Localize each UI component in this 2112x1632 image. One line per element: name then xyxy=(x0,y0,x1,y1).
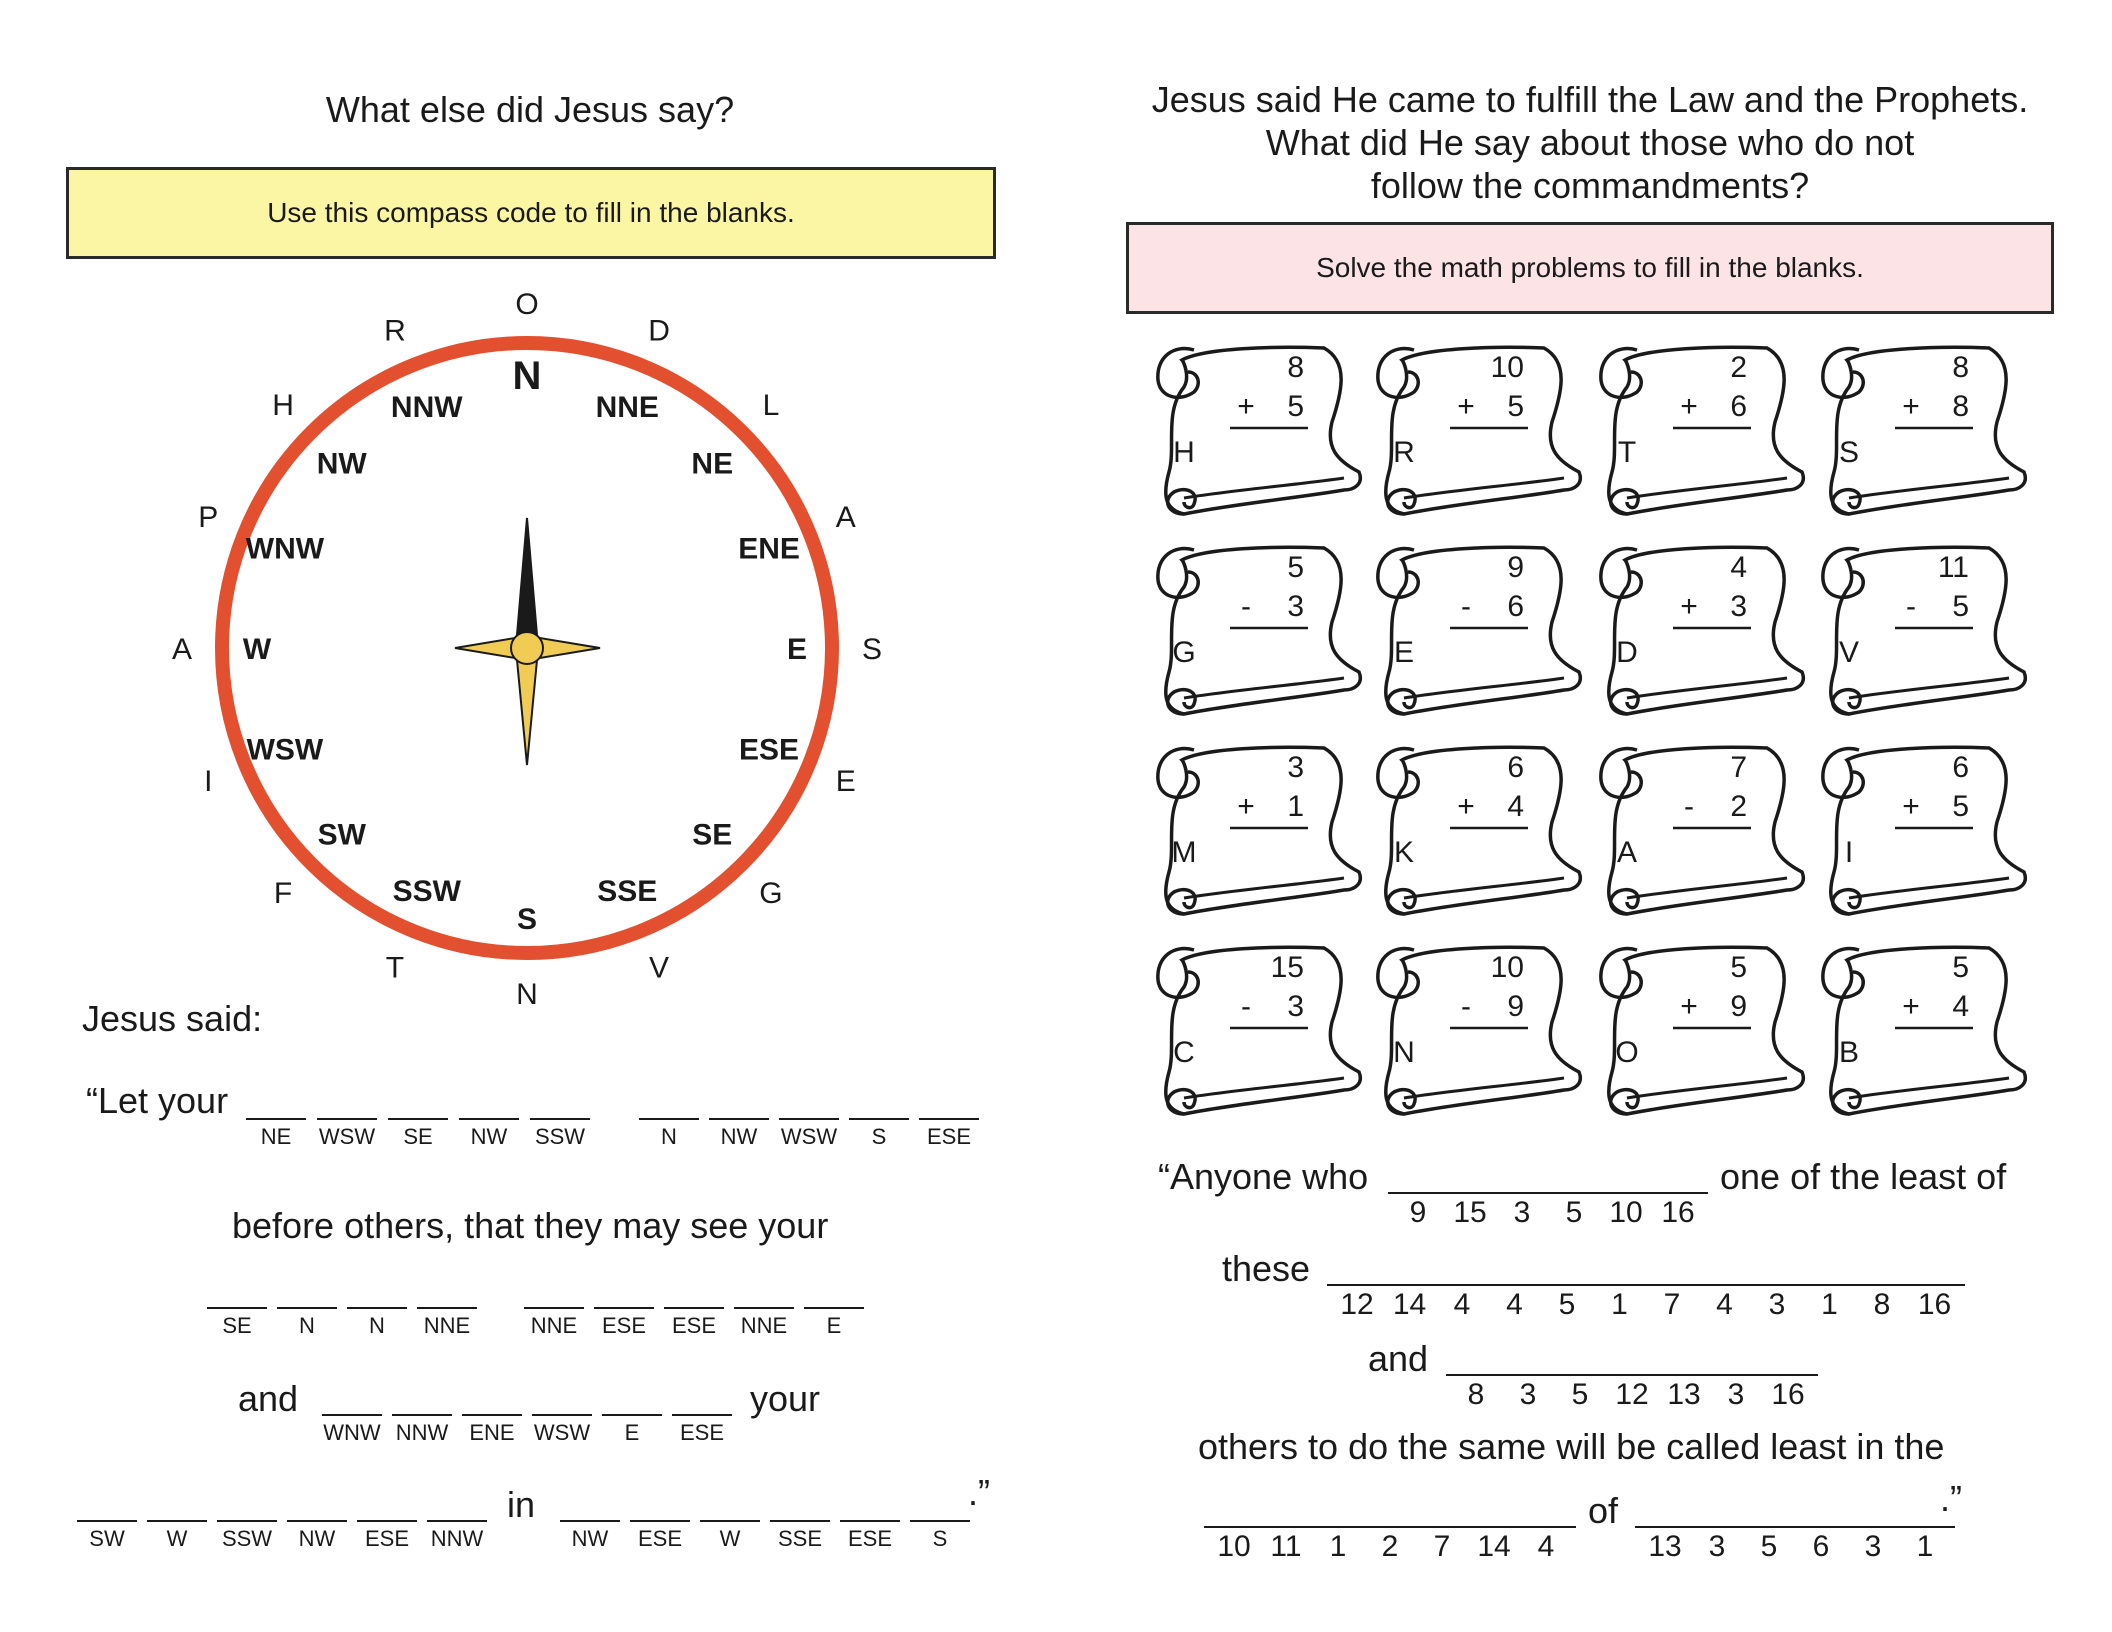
scroll-letter: C xyxy=(1173,1036,1195,1069)
right-line1-blank[interactable] xyxy=(1492,1192,1552,1194)
scroll-bottom-number: 5 xyxy=(1507,390,1524,423)
right-line2-blank[interactable] xyxy=(1327,1284,1387,1286)
right-line3-blank[interactable] xyxy=(1706,1374,1766,1376)
left-line5b-blank[interactable] xyxy=(910,1520,970,1522)
right-line1-code: 5 xyxy=(1565,1196,1583,1229)
right-line5-blank[interactable] xyxy=(1516,1526,1576,1528)
compass-diagram xyxy=(0,0,1060,1010)
right-line2-code: 1 xyxy=(1611,1288,1628,1321)
right-line5-mid: of xyxy=(1588,1490,1619,1531)
left-line3b-code: ESE xyxy=(671,1313,717,1338)
left-line1-blank[interactable] xyxy=(317,1118,377,1120)
left-line4-blank[interactable] xyxy=(322,1414,382,1416)
left-line4-suffix: your xyxy=(750,1378,821,1419)
right-line5-blank[interactable] xyxy=(1464,1526,1524,1528)
scroll-h xyxy=(1158,347,1360,514)
left-line1-prefix: “Let your xyxy=(86,1080,229,1121)
right-line5b-blank[interactable] xyxy=(1895,1526,1955,1528)
right-line3-blank[interactable] xyxy=(1446,1374,1506,1376)
left-line4-code: ESE xyxy=(679,1420,725,1445)
scroll-r xyxy=(1378,347,1580,514)
compass-direction-e: E xyxy=(786,633,808,666)
compass-direction-n: N xyxy=(512,354,542,398)
scroll-bottom-number: 5 xyxy=(1952,790,1969,823)
left-line1-code: WSW xyxy=(318,1124,376,1149)
left-line2-text: before others, that they may see your xyxy=(232,1205,829,1246)
scroll-letter: R xyxy=(1393,436,1415,469)
scroll-letter: H xyxy=(1173,436,1195,469)
scroll-m xyxy=(1158,747,1360,914)
right-line2-blank[interactable] xyxy=(1905,1284,1965,1286)
compass-direction-nw: NW xyxy=(316,447,367,481)
scroll-letter: N xyxy=(1393,1036,1415,1069)
left-line1b-blank[interactable] xyxy=(919,1118,979,1120)
right-line2-code: 8 xyxy=(1873,1288,1891,1321)
compass-letter-nw: H xyxy=(272,389,294,423)
right-line5b-blank[interactable] xyxy=(1843,1526,1903,1528)
right-line2-code: 4 xyxy=(1453,1288,1471,1321)
compass-direction-sw: SW xyxy=(317,818,366,852)
left-line1-code: NW xyxy=(470,1124,508,1149)
scroll-operator: - xyxy=(1684,790,1694,823)
left-line5b-blank[interactable] xyxy=(840,1520,900,1522)
scroll-bottom-number: 4 xyxy=(1952,990,1969,1023)
math-instruction: Solve the math problems to fill in the blanks. xyxy=(1316,252,1864,283)
left-line4-code: ENE xyxy=(469,1420,515,1445)
right-line3-code: 8 xyxy=(1467,1378,1485,1411)
scroll-operator: - xyxy=(1241,590,1251,623)
left-line5-code: W xyxy=(166,1526,188,1551)
left-line4-code: WNW xyxy=(323,1420,381,1445)
left-line1b-code: ESE xyxy=(926,1124,972,1149)
scroll-bottom-number: 2 xyxy=(1730,790,1747,823)
left-line4-prefix: and xyxy=(238,1378,299,1419)
left-line5-blank[interactable] xyxy=(217,1520,277,1522)
right-line2-blank[interactable] xyxy=(1590,1284,1650,1286)
compass-direction-nnw: NNW xyxy=(390,390,463,424)
left-line3-blank[interactable] xyxy=(277,1307,337,1309)
compass-letter-e: S xyxy=(861,633,883,666)
scroll-bottom-number: 5 xyxy=(1952,590,1969,623)
right-line2-prefix: these xyxy=(1222,1248,1311,1289)
compass-letter-nne: D xyxy=(648,314,670,348)
left-line5-code: ESE xyxy=(364,1526,410,1551)
compass-letter-ese: E xyxy=(835,765,856,799)
scroll-d xyxy=(1601,547,1803,714)
right-line2-code: 3 xyxy=(1768,1288,1786,1321)
left-line1b-code: WSW xyxy=(780,1124,838,1149)
right-line2-code: 4 xyxy=(1716,1288,1733,1321)
right-line5b-code: 1 xyxy=(1916,1530,1934,1563)
scroll-c xyxy=(1158,947,1360,1114)
left-line1-blank[interactable] xyxy=(388,1118,448,1120)
scroll-top-number: 5 xyxy=(1287,551,1304,584)
left-line3b-blank[interactable] xyxy=(734,1307,794,1309)
left-line3b-blank[interactable] xyxy=(594,1307,654,1309)
left-line1b-blank[interactable] xyxy=(849,1118,909,1120)
right-line5-code: 14 xyxy=(1477,1530,1511,1563)
jesus-said-label: Jesus said: xyxy=(82,998,263,1039)
scroll-g xyxy=(1158,547,1360,714)
right-line1-code: 15 xyxy=(1453,1196,1487,1229)
right-line2-blank[interactable] xyxy=(1537,1284,1597,1286)
scroll-operator: - xyxy=(1906,590,1916,623)
right-line1-prefix: “Anyone who xyxy=(1158,1156,1369,1197)
right-line2-code: 12 xyxy=(1340,1288,1374,1321)
left-line4-code: NNW xyxy=(395,1420,449,1445)
compass-direction-wnw: WNW xyxy=(245,532,325,566)
scroll-letter: M xyxy=(1171,836,1197,869)
left-line1b-blank[interactable] xyxy=(709,1118,769,1120)
right-line1-blank[interactable] xyxy=(1596,1192,1656,1194)
compass-letter-ene: A xyxy=(835,500,856,534)
scroll-operator: + xyxy=(1902,390,1920,423)
scroll-letter: D xyxy=(1616,636,1638,669)
math-instruction-box xyxy=(1126,222,2054,314)
left-line5-blank[interactable] xyxy=(427,1520,487,1522)
left-line5b-blank[interactable] xyxy=(700,1520,760,1522)
left-line5b-blank[interactable] xyxy=(630,1520,690,1522)
left-line3-blank[interactable] xyxy=(417,1307,477,1309)
scroll-bottom-number: 3 xyxy=(1287,590,1304,623)
left-line4-blank[interactable] xyxy=(392,1414,452,1416)
left-line5-blank[interactable] xyxy=(357,1520,417,1522)
scroll-a xyxy=(1601,747,1803,914)
left-line1b-code: NW xyxy=(720,1124,758,1149)
scroll-bottom-number: 3 xyxy=(1730,590,1747,623)
left-line5b-blank[interactable] xyxy=(770,1520,830,1522)
compass-direction-sse: SSE xyxy=(597,875,658,909)
scroll-n xyxy=(1378,947,1580,1114)
scroll-top-number: 11 xyxy=(1937,551,1969,584)
left-line3-blank[interactable] xyxy=(207,1307,267,1309)
left-line3-blank[interactable] xyxy=(347,1307,407,1309)
right-line5b-blank[interactable] xyxy=(1791,1526,1851,1528)
right-line3-code: 13 xyxy=(1667,1378,1701,1411)
left-line3b-code: NNE xyxy=(740,1313,788,1338)
right-line5-blank[interactable] xyxy=(1256,1526,1316,1528)
left-line5-end: .” xyxy=(968,1472,990,1513)
right-line1-code: 9 xyxy=(1409,1196,1427,1229)
left-line5b-code: ESE xyxy=(847,1526,893,1551)
scroll-operator: + xyxy=(1680,390,1698,423)
left-line5-code: SSW xyxy=(221,1526,273,1551)
compass-hub xyxy=(511,632,543,664)
right-line5b-blank[interactable] xyxy=(1687,1526,1747,1528)
compass-letter-wnw: P xyxy=(198,500,219,534)
scroll-bottom-number: 6 xyxy=(1507,590,1524,623)
compass-letter-w: A xyxy=(171,633,193,666)
right-line2-code: 14 xyxy=(1392,1288,1427,1321)
right-line5b-code: 5 xyxy=(1760,1530,1778,1563)
compass-letter-se: G xyxy=(759,876,783,910)
scroll-grid xyxy=(1130,320,2030,1130)
right-line2-code: 4 xyxy=(1506,1288,1523,1321)
right-title-line2: What did He say about those who do not xyxy=(1265,122,1915,163)
scroll-letter: O xyxy=(1615,1036,1639,1069)
scroll-top-number: 8 xyxy=(1287,351,1304,384)
right-line4-text: others to do the same will be called least in the xyxy=(1198,1426,1945,1467)
left-title: What else did Jesus say? xyxy=(325,89,735,130)
scroll-letter: V xyxy=(1838,636,1860,669)
right-line3-code: 3 xyxy=(1727,1378,1745,1411)
left-line5-mid: in xyxy=(507,1484,536,1525)
right-line1-suffix: one of the least of xyxy=(1720,1156,2007,1197)
left-line1-blank[interactable] xyxy=(246,1118,306,1120)
left-line3b-code: E xyxy=(826,1313,842,1338)
compass-direction-ese: ESE xyxy=(739,733,800,767)
left-line3b-blank[interactable] xyxy=(524,1307,584,1309)
left-line4-blank[interactable] xyxy=(462,1414,522,1416)
left-line3-code: SE xyxy=(222,1313,252,1338)
right-line5-code: 10 xyxy=(1217,1530,1251,1563)
compass-letter-wsw: I xyxy=(204,765,213,799)
left-line5b-code: W xyxy=(719,1526,741,1551)
left-line1-code: SE xyxy=(403,1124,433,1149)
scroll-bottom-number: 3 xyxy=(1287,990,1304,1023)
scroll-e xyxy=(1378,547,1580,714)
right-line1-code: 16 xyxy=(1661,1196,1695,1229)
left-line3b-code: ESE xyxy=(601,1313,647,1338)
left-line4-blank[interactable] xyxy=(602,1414,662,1416)
scroll-o xyxy=(1601,947,1803,1114)
scroll-operator: + xyxy=(1680,990,1698,1023)
compass-letter-s: N xyxy=(516,978,538,1010)
scroll-bottom-number: 4 xyxy=(1507,790,1524,823)
scroll-bottom-number: 6 xyxy=(1730,390,1747,423)
right-line2-code: 1 xyxy=(1821,1288,1838,1321)
right-line2-code: 16 xyxy=(1917,1288,1952,1321)
scroll-operator: + xyxy=(1237,790,1255,823)
scroll-bottom-number: 1 xyxy=(1287,790,1304,823)
right-line2-code: 5 xyxy=(1558,1288,1576,1321)
right-line3-blank[interactable] xyxy=(1654,1374,1714,1376)
compass-direction-wsw: WSW xyxy=(246,733,324,767)
scroll-top-number: 4 xyxy=(1730,551,1747,584)
left-line5-blank[interactable] xyxy=(147,1520,207,1522)
scroll-letter: B xyxy=(1838,1036,1860,1069)
compass-direction-se: SE xyxy=(692,818,733,852)
left-line1-blank[interactable] xyxy=(530,1118,590,1120)
compass-instruction: Use this compass code to fill in the blanks. xyxy=(267,197,795,228)
scroll-i xyxy=(1823,747,2025,914)
right-line5b-code: 6 xyxy=(1812,1530,1830,1563)
scroll-top-number: 3 xyxy=(1287,751,1304,784)
right-line3-code: 12 xyxy=(1615,1378,1649,1411)
scroll-top-number: 15 xyxy=(1270,951,1304,984)
scroll-top-number: 10 xyxy=(1490,351,1524,384)
left-line3b-blank[interactable] xyxy=(804,1307,864,1309)
left-line5b-blank[interactable] xyxy=(560,1520,620,1522)
scroll-top-number: 5 xyxy=(1730,951,1747,984)
scroll-letter: E xyxy=(1393,636,1415,669)
scroll-top-number: 9 xyxy=(1507,551,1524,584)
scroll-b xyxy=(1823,947,2025,1114)
right-line5b-blank[interactable] xyxy=(1635,1526,1695,1528)
left-line1b-blank[interactable] xyxy=(639,1118,699,1120)
scroll-operator: + xyxy=(1237,390,1255,423)
right-line1-blank[interactable] xyxy=(1648,1192,1708,1194)
compass-letter-nnw: R xyxy=(384,314,406,348)
scroll-operator: + xyxy=(1680,590,1698,623)
scroll-letter: A xyxy=(1616,836,1638,869)
right-line2-blank[interactable] xyxy=(1642,1284,1702,1286)
right-line3-blank[interactable] xyxy=(1498,1374,1558,1376)
scroll-top-number: 10 xyxy=(1490,951,1524,984)
left-line1b-code: N xyxy=(661,1124,677,1149)
compass-letter-ssw: T xyxy=(385,951,405,985)
left-line5b-code: S xyxy=(932,1526,948,1551)
left-line1b-code: S xyxy=(871,1124,887,1149)
right-line3-blank[interactable] xyxy=(1758,1374,1818,1376)
scroll-letter: G xyxy=(1172,636,1196,669)
left-line3-code: NNE xyxy=(423,1313,471,1338)
right-line3-code: 5 xyxy=(1571,1378,1589,1411)
right-line5b-code: 3 xyxy=(1708,1530,1726,1563)
left-line5-blank[interactable] xyxy=(287,1520,347,1522)
right-line3-code: 16 xyxy=(1771,1378,1805,1411)
scroll-top-number: 6 xyxy=(1952,751,1969,784)
right-line5b-blank[interactable] xyxy=(1739,1526,1799,1528)
right-line3-blank[interactable] xyxy=(1550,1374,1610,1376)
scroll-v xyxy=(1823,547,2025,714)
scroll-s xyxy=(1823,347,2025,514)
scroll-top-number: 6 xyxy=(1507,751,1524,784)
right-line1-blank[interactable] xyxy=(1388,1192,1448,1194)
left-line1-blank[interactable] xyxy=(459,1118,519,1120)
right-line5-code: 7 xyxy=(1433,1530,1451,1563)
left-line4-code: E xyxy=(624,1420,640,1445)
right-line5-blank[interactable] xyxy=(1360,1526,1420,1528)
scroll-operator: - xyxy=(1461,590,1471,623)
compass-direction-s: S xyxy=(516,903,538,936)
right-line5-blank[interactable] xyxy=(1204,1526,1264,1528)
right-line2-blank[interactable] xyxy=(1432,1284,1492,1286)
left-line3-code: N xyxy=(299,1313,315,1338)
left-line1-code: SSW xyxy=(534,1124,586,1149)
left-line5-code: SW xyxy=(89,1526,125,1551)
scroll-k xyxy=(1378,747,1580,914)
right-line1-blank[interactable] xyxy=(1544,1192,1604,1194)
scroll-letter: T xyxy=(1617,436,1637,469)
left-line4-code: WSW xyxy=(533,1420,591,1445)
scroll-bottom-number: 9 xyxy=(1730,990,1747,1023)
compass-letter-n: O xyxy=(515,288,539,321)
left-line4-blank[interactable] xyxy=(672,1414,732,1416)
scroll-bottom-number: 8 xyxy=(1952,390,1969,423)
left-line5-code: NNW xyxy=(430,1526,484,1551)
right-line1-code: 3 xyxy=(1513,1196,1531,1229)
right-line3-prefix: and xyxy=(1368,1338,1429,1379)
right-line2-code: 7 xyxy=(1663,1288,1681,1321)
compass-letter-sw: F xyxy=(273,876,293,910)
right-line5-blank[interactable] xyxy=(1308,1526,1368,1528)
right-line3-blank[interactable] xyxy=(1602,1374,1662,1376)
right-line1-blank[interactable] xyxy=(1440,1192,1500,1194)
scroll-top-number: 2 xyxy=(1730,351,1747,384)
right-title-line1: Jesus said He came to fulfill the Law and the Prophets. xyxy=(1151,79,2029,120)
left-line5b-code: SSE xyxy=(777,1526,823,1551)
compass-direction-w: W xyxy=(242,633,272,666)
right-title xyxy=(1120,78,2060,207)
left-line5-blank[interactable] xyxy=(77,1520,137,1522)
left-line5-code: NW xyxy=(298,1526,336,1551)
right-line3-code: 3 xyxy=(1519,1378,1537,1411)
right-line5b-code: 3 xyxy=(1864,1530,1882,1563)
left-line3-code: N xyxy=(369,1313,385,1338)
scroll-top-number: 8 xyxy=(1952,351,1969,384)
compass-direction-nne: NNE xyxy=(595,390,659,424)
scroll-bottom-number: 9 xyxy=(1507,990,1524,1023)
left-line1-code: NE xyxy=(260,1124,292,1149)
scroll-top-number: 5 xyxy=(1952,951,1969,984)
scroll-letter: I xyxy=(1844,836,1854,869)
left-line3b-code: NNE xyxy=(530,1313,578,1338)
scroll-operator: - xyxy=(1241,990,1251,1023)
left-line4-blank[interactable] xyxy=(532,1414,592,1416)
right-line5-code: 11 xyxy=(1270,1530,1302,1563)
right-line2-blank[interactable] xyxy=(1380,1284,1440,1286)
scroll-operator: + xyxy=(1902,990,1920,1023)
scroll-t xyxy=(1601,347,1803,514)
compass-letter-sse: V xyxy=(649,951,670,985)
right-line5-code: 4 xyxy=(1537,1530,1555,1563)
compass-direction-ene: ENE xyxy=(738,532,800,566)
compass-direction-ne: NE xyxy=(691,447,734,481)
left-line1b-blank[interactable] xyxy=(779,1118,839,1120)
right-line5-code: 2 xyxy=(1381,1530,1399,1563)
scroll-letter: K xyxy=(1393,836,1415,869)
scroll-operator: - xyxy=(1461,990,1471,1023)
right-title-line3: follow the commandments? xyxy=(1370,165,1810,206)
right-line5b-code: 13 xyxy=(1648,1530,1682,1563)
compass-letter-ne: L xyxy=(762,389,780,423)
scroll-bottom-number: 5 xyxy=(1287,390,1304,423)
right-line2-blank[interactable] xyxy=(1695,1284,1755,1286)
right-line2-blank[interactable] xyxy=(1485,1284,1545,1286)
right-line5-blank[interactable] xyxy=(1412,1526,1472,1528)
scroll-operator: + xyxy=(1457,790,1475,823)
right-line5-end: .” xyxy=(1940,1478,1962,1519)
right-line5-code: 1 xyxy=(1329,1530,1347,1563)
right-line2-blank[interactable] xyxy=(1852,1284,1912,1286)
right-line1-code: 10 xyxy=(1609,1196,1643,1229)
scroll-operator: + xyxy=(1457,390,1475,423)
left-line3b-blank[interactable] xyxy=(664,1307,724,1309)
right-line2-blank[interactable] xyxy=(1800,1284,1860,1286)
scroll-operator: + xyxy=(1902,790,1920,823)
right-line2-blank[interactable] xyxy=(1747,1284,1807,1286)
scroll-letter: S xyxy=(1838,436,1860,469)
compass-direction-ssw: SSW xyxy=(392,875,461,909)
left-line5b-code: ESE xyxy=(637,1526,683,1551)
scroll-top-number: 7 xyxy=(1730,751,1747,784)
left-line5b-code: NW xyxy=(571,1526,609,1551)
